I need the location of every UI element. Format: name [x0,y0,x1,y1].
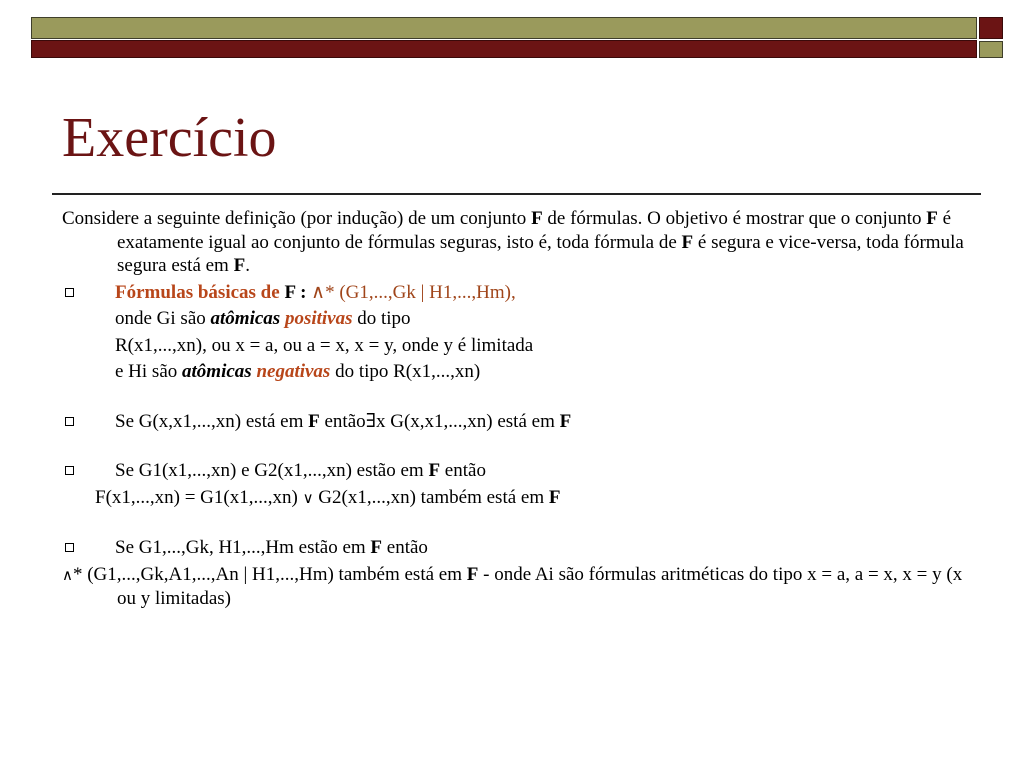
conj-then: então [382,537,428,558]
intro-text-4: é segura e vice-versa, toda fórmula segura está em [117,231,964,276]
conj-f-2: F [466,563,479,585]
hi-tipo: do tipo R(x1,...,xn) [330,361,481,382]
square-bullet-icon [65,466,74,475]
intro-f-3: F [681,231,694,253]
and-symbol: ∧ [62,565,73,584]
slide-body [62,207,967,611]
disj-f-2: F [548,486,561,508]
conj-text-3: - onde Ai são fórmulas aritméticas do tipo x = a, a = x, x = y (x ou y limitadas) [117,563,963,609]
disj-text-2: F(x1,...,xn) = G1(x1,...,xn) [95,486,303,508]
conj-text-2: * (G1,...,Gk,A1,...,An | H1,...,Hm) também está em [72,563,467,585]
bullet-basic-formulas [62,281,967,305]
disj-text-3: G2(x1,...,xn) também está em [313,486,549,508]
gi-tipo: do tipo [352,308,411,329]
conj-text-1: Se G1,...,Gk, H1,...,Hm estão em [115,537,371,558]
disj-line-2 [62,486,967,511]
title-divider [52,193,981,195]
slide-title: Exercício [62,107,277,169]
conj-line-2 [62,563,967,611]
exists-text-2: x G(x,x1,...,xn) está em [375,410,560,432]
disj-text-1: Se G1(x1,...,xn) e G2(x1,...,xn) estão em [115,460,429,481]
exists-symbol: ∃ [365,410,376,432]
disj-f-1: F [428,460,441,481]
header-bar-red [31,40,977,58]
basic-line-gi [62,307,967,331]
gi-atomicas: atômicas [210,308,281,329]
conj-f-1: F [370,537,383,558]
intro-text-3: é exatamente igual ao conjunto de fórmulas seguras, isto é, toda fórmula de [117,208,952,253]
header-bar-olive [31,17,977,39]
square-bullet-icon [65,543,74,552]
exists-then: então [319,410,366,432]
gi-text: onde Gi são [115,308,211,329]
square-bullet-icon [65,417,74,426]
basic-formulas-label: Fórmulas básicas de [115,281,280,303]
bullet-disjunction [62,459,967,483]
intro-text-2: de fórmulas. O objetivo é mostrar que o conjunto [542,208,927,229]
intro-text-5: . [245,255,250,276]
header-square-olive [979,41,1003,58]
basic-formulas-expression: ∧* (G1,...,Gk | H1,...,Hm), [306,281,516,303]
or-symbol: ∨ [302,488,314,507]
hi-text: e Hi são [115,361,183,382]
header-square-red [979,17,1003,39]
intro-f-1: F [531,208,543,229]
exists-text-1: Se G(x,x1,...,xn) está em [115,410,309,432]
square-bullet-icon [65,288,74,297]
basic-line-hi [62,360,967,384]
bullet-conjunction [62,536,967,560]
disj-then: então [440,460,486,481]
gi-positivas: positivas [284,308,353,329]
intro-text-1: Considere a seguinte definição (por indução) de um conjunto [62,208,532,229]
basic-line-r: R(x1,...,xn), ou x = a, ou a = x, x = y, onde y é limitada [115,334,534,356]
basic-formulas-f: F : [284,281,307,303]
intro-f-2: F [926,208,938,229]
intro-f-4: F [233,255,246,276]
bullet-exists [62,410,967,434]
hi-negativas: negativas [256,361,331,382]
intro-paragraph [62,207,967,278]
hi-atomicas: atômicas [182,361,252,382]
exists-f-2: F [559,410,572,432]
exists-f-1: F [308,410,320,432]
